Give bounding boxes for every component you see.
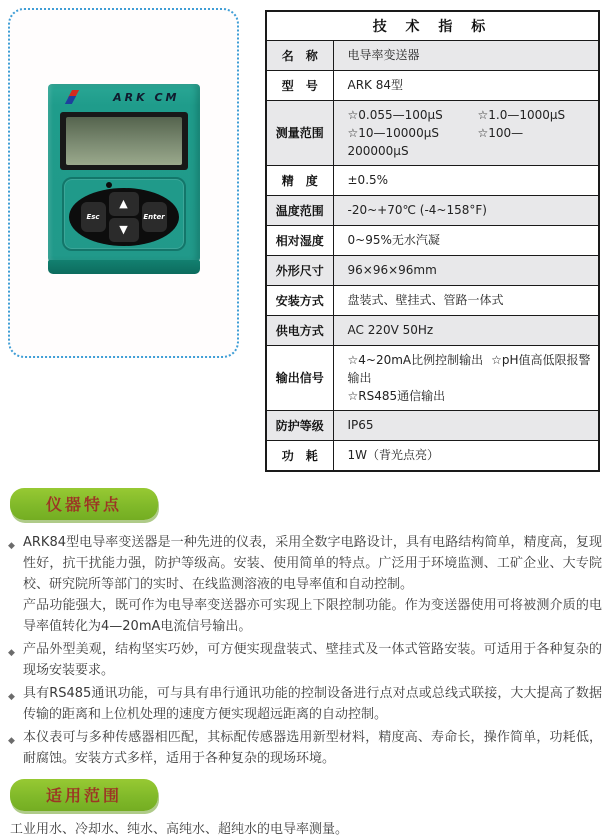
lcd-screen bbox=[66, 117, 182, 165]
spec-label: 名 称 bbox=[266, 40, 333, 70]
up-arrow-icon: ▲ bbox=[119, 197, 128, 211]
spec-value bbox=[333, 225, 599, 255]
esc-button-label: Esc bbox=[86, 212, 100, 221]
spec-row bbox=[266, 195, 599, 225]
spec-label: 型 号 bbox=[266, 70, 333, 100]
spec-value-item: ☆pH值高低限报警输出 bbox=[347, 352, 591, 385]
spec-row bbox=[266, 70, 599, 100]
spec-value-item: ☆100—200000μS bbox=[347, 125, 524, 158]
feature-paragraph: 产品外型美观，结构坚实巧妙，可方便实现盘装式、壁挂式及一体式管路安装。可适用于各种复杂的现场安装要求。 bbox=[23, 641, 602, 678]
device-base bbox=[48, 260, 200, 274]
spec-value-item: 96×96×96mm bbox=[347, 263, 437, 277]
feature-item bbox=[8, 727, 602, 769]
feature-paragraph: ARK84型电导率变送器是一种先进的仪表，采用全数字电路设计，具有电路结构简单，精度高，复现性好，抗干扰能力强，防护等级高。安装、使用简单的特点。广泛用于环境监测、工矿企业、大专院校、研究院所等部门的实时、在线监测溶液的电导率值和自动控制。 bbox=[23, 534, 602, 592]
spec-value-item: ☆RS485通信输出 bbox=[347, 388, 446, 403]
spec-label: 功 耗 bbox=[266, 440, 333, 471]
enter-button-label: Enter bbox=[143, 212, 165, 221]
spec-label: 外形尺寸 bbox=[266, 255, 333, 285]
enter-button bbox=[142, 202, 167, 232]
spec-value bbox=[333, 100, 599, 165]
spec-row bbox=[266, 100, 599, 165]
spec-value bbox=[333, 315, 599, 345]
spec-table-body bbox=[266, 40, 599, 471]
spec-value-item: ARK 84型 bbox=[347, 78, 404, 92]
spec-value bbox=[333, 40, 599, 70]
scope-text: 工业用水、冷却水、纯水、高纯水、超纯水的电导率测量。 bbox=[10, 821, 349, 837]
device-model-text: ARK CM bbox=[113, 90, 180, 104]
spec-value bbox=[333, 440, 599, 471]
diamond-bullet-icon: ◆ bbox=[8, 647, 15, 658]
lcd-display bbox=[60, 112, 188, 170]
spec-value-item: ±0.5% bbox=[347, 173, 389, 187]
spec-row bbox=[266, 345, 599, 410]
spec-value bbox=[333, 255, 599, 285]
spec-row bbox=[266, 410, 599, 440]
spec-value-item: ☆4~20mA比例控制输出 bbox=[347, 352, 484, 367]
device-front bbox=[48, 84, 200, 262]
spec-label: 输出信号 bbox=[266, 345, 333, 410]
feature-paragraph: 具有RS485通讯功能，可与具有串行通讯功能的控制设备进行点对点或总线式联接，大大提高了数据传输的距离和上位机处理的速度方便实现超远距离的自动控制。 bbox=[23, 685, 602, 722]
spec-value bbox=[333, 345, 599, 410]
feature-item bbox=[8, 639, 602, 681]
diamond-bullet-icon: ◆ bbox=[8, 735, 15, 746]
spec-row bbox=[266, 40, 599, 70]
spec-table-title: 技 术 指 标 bbox=[266, 11, 599, 40]
spec-label: 防护等级 bbox=[266, 410, 333, 440]
spec-value-item: ☆10—10000μS bbox=[347, 125, 439, 140]
spec-row bbox=[266, 165, 599, 195]
spec-value bbox=[333, 285, 599, 315]
spec-label: 供电方式 bbox=[266, 315, 333, 345]
top-section bbox=[8, 8, 602, 472]
esc-button bbox=[81, 202, 106, 232]
spec-label: 相对湿度 bbox=[266, 225, 333, 255]
diamond-bullet-icon: ◆ bbox=[8, 540, 15, 551]
led-indicator bbox=[106, 182, 112, 188]
spec-table bbox=[265, 10, 600, 472]
spec-row bbox=[266, 285, 599, 315]
feature-item bbox=[8, 683, 602, 725]
spec-value-item: 盘装式、壁挂式、管路一体式 bbox=[347, 293, 504, 307]
spec-value-item: IP65 bbox=[347, 418, 374, 432]
keypad-panel bbox=[62, 177, 186, 251]
spec-value-item: 0~95%无水汽凝 bbox=[347, 233, 440, 247]
spec-value bbox=[333, 195, 599, 225]
brand-logo-icon bbox=[66, 90, 82, 104]
spec-label: 精 度 bbox=[266, 165, 333, 195]
scope-heading-badge bbox=[10, 779, 158, 811]
spec-label: 安装方式 bbox=[266, 285, 333, 315]
spec-table-header-row bbox=[266, 11, 599, 40]
spec-value-item: ☆1.0—1000μS bbox=[477, 107, 566, 122]
down-arrow-button bbox=[109, 218, 139, 242]
feature-paragraph: 本仪表可与多种传感器相匹配，其标配传感器选用新型材料，精度高、寿命长，操作简单，功耗低，耐腐蚀。安装方式多样，适用于各种复杂的现场环境。 bbox=[23, 729, 602, 766]
features-heading-badge bbox=[10, 488, 158, 520]
keypad bbox=[69, 188, 179, 246]
spec-value-item: ☆0.055—100μS bbox=[347, 107, 443, 122]
diamond-bullet-icon: ◆ bbox=[8, 691, 15, 702]
features-list bbox=[8, 532, 602, 769]
spec-value-item: -20~+70℃ (-4~158°F) bbox=[347, 203, 487, 217]
arrow-keys bbox=[109, 192, 139, 242]
spec-label: 测量范围 bbox=[266, 100, 333, 165]
device-header bbox=[48, 84, 200, 110]
spec-value-item: AC 220V 50Hz bbox=[347, 323, 434, 337]
spec-value-item: 电导率变送器 bbox=[347, 48, 420, 62]
spec-value bbox=[333, 165, 599, 195]
features-heading-label: 仪器特点 bbox=[45, 494, 122, 514]
spec-row bbox=[266, 440, 599, 471]
spec-value bbox=[333, 410, 599, 440]
spec-row bbox=[266, 225, 599, 255]
spec-label: 温度范围 bbox=[266, 195, 333, 225]
feature-item bbox=[8, 532, 602, 637]
product-photo-frame bbox=[8, 8, 239, 358]
spec-value bbox=[333, 70, 599, 100]
spec-row bbox=[266, 255, 599, 285]
scope-heading-label: 适用范围 bbox=[45, 785, 122, 805]
logo-blue-stripe bbox=[64, 96, 75, 104]
down-arrow-icon: ▼ bbox=[119, 223, 128, 237]
spec-row bbox=[266, 315, 599, 345]
feature-paragraph: 产品功能强大，既可作为电导率变送器亦可实现上下限控制功能。作为变送器使用可将被测介质的电导率值转化为4—20mA电流信号输出。 bbox=[23, 597, 602, 634]
up-arrow-button bbox=[109, 192, 139, 216]
spec-value-item: 1W（背光点亮） bbox=[347, 448, 440, 462]
